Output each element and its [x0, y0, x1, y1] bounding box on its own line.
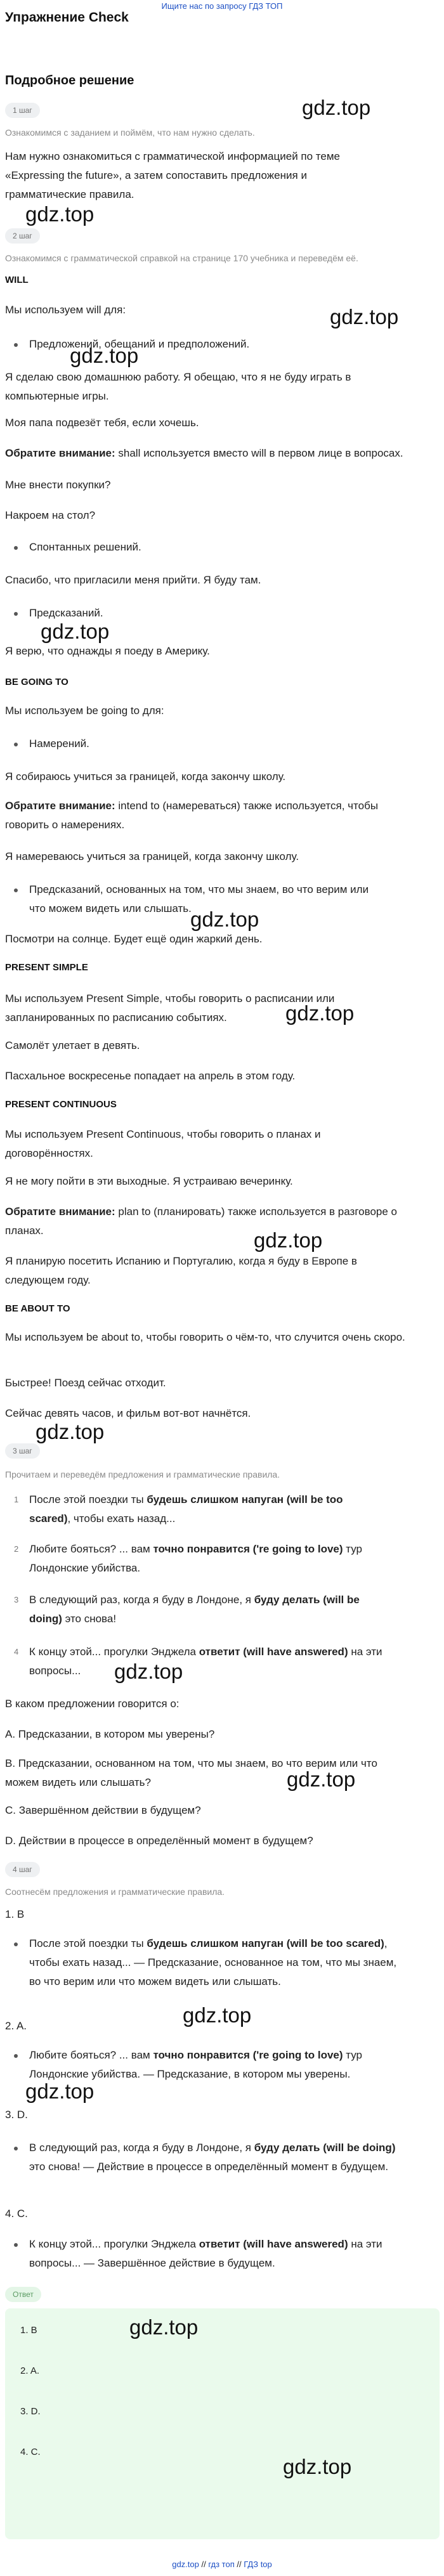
paragraph: Пасхальное воскресенье попадает на апрель в этом году. [5, 1070, 296, 1082]
match-label: 3. D. [5, 2109, 28, 2121]
note-bold: Обратите внимание: [5, 1206, 115, 1218]
paragraph: Мы используем Present Simple, чтобы говорить о расписании или запланированных по расписанию событиях. [5, 992, 335, 1024]
watermark: gdz.top [283, 2455, 352, 2478]
watermark: gdz.top [183, 2003, 252, 2027]
paragraph: Мы используем will для: [5, 304, 126, 316]
bullet-item: К концу этой... прогулки Энджела ответит (will have answered) на эти вопросы... — Завершённое действие в будущем. [13, 2235, 406, 2273]
watermark: gdz.top [190, 907, 259, 931]
paragraph: Посмотри на солнце. Будет ещё один жаркий день. [5, 933, 263, 945]
answer-badge: Ответ [5, 2287, 41, 2302]
footer-separator: // [237, 2560, 242, 2569]
heading-will: WILL [5, 275, 29, 285]
step-badge-2: 2 шаг [5, 228, 40, 244]
option-d: D. Действии в процессе в определённый момент в будущем? [5, 1835, 313, 1847]
numbered-item: 4 К концу этой... прогулки Энджела ответит (will have answered) на эти вопросы... [14, 1646, 382, 1677]
numbered-item: 1 После этой поездки ты будешь слишком напуган (will be too scared), чтобы ехать назад... [14, 1493, 343, 1525]
paragraph: Я верю, что однажды я поеду в Америку. [5, 645, 210, 657]
paragraph: Сейчас девять часов, и фильм вот-вот начнётся. [5, 1407, 251, 1419]
paragraph: Быстрее! Поезд сейчас отходит. [5, 1377, 166, 1389]
match-label: 1. B [5, 1908, 25, 1920]
paragraph: Я не могу пойти в эти выходные. Я устраиваю вечеринку. [5, 1175, 293, 1187]
solution-title: Подробное решение [5, 74, 134, 88]
option-a: A. Предсказании, в котором мы уверены? [5, 1728, 215, 1740]
bullet-item: Предсказаний. [13, 604, 438, 623]
step1-intro: Ознакомимся с заданием и поймём, что нам нужно сделать. [5, 127, 255, 138]
answer-item: 2. A. [20, 2365, 40, 2376]
heading-going-to: BE GOING TO [5, 677, 69, 687]
answer-box [5, 2308, 440, 2539]
watermark: gdz.top [25, 2079, 95, 2103]
paragraph: Мы используем Present Continuous, чтобы говорить о планах и договорённостях. [5, 1128, 321, 1159]
footer-link[interactable]: гдз топ [208, 2560, 235, 2569]
paragraph: Мы используем be about to, чтобы говорить о чём-то, что случится очень скоро. [5, 1331, 405, 1343]
page-title: Упражнение Check [5, 10, 129, 25]
footer-link[interactable]: ГДЗ top [244, 2560, 272, 2569]
paragraph: Спасибо, что пригласили меня прийти. Я буду там. [5, 574, 261, 586]
numbered-item: 2 Любите бояться? ... вам точно понравится ('re going to love) тур Лондонские убийства. [14, 1543, 362, 1574]
bullet-item: Предложений, обещаний и предположений. [13, 335, 438, 354]
paragraph [5, 1202, 411, 1240]
heading-be-about-to: BE ABOUT TO [5, 1303, 70, 1314]
bullet-item: Намерений. [13, 734, 438, 753]
watermark: gdz.top [254, 1228, 323, 1252]
watermark: gdz.top [285, 1001, 355, 1025]
paragraph: Накроем на стол? [5, 509, 96, 521]
match-label: 2. A. [5, 2020, 27, 2032]
search-hint-link[interactable]: Ищите нас по запросу ГДЗ ТОП [161, 1, 283, 11]
step3-intro: Прочитаем и переведём предложения и грамматические правила. [5, 1469, 280, 1480]
note-bold: Обратите внимание: [5, 800, 115, 812]
bullet-item: После этой поездки ты будешь слишком напуган (will be too scared), чтобы ехать назад... — Предсказание, основанное на том, что мы знаем, во что верим или что можем видеть или слышать. [13, 1934, 406, 1991]
step-badge-3: 3 шаг [5, 1443, 40, 1459]
paragraph [5, 444, 436, 463]
answer-item: 1. B [20, 2325, 37, 2336]
bullet-item: В следующий раз, когда я буду в Лондоне, я буду делать (will be doing) это снова! — Действие в процессе в определённый момент в будущем. [13, 2138, 406, 2176]
paragraph: Я собираюсь учиться за границей, когда закончу школу. [5, 771, 286, 783]
paragraph: В каком предложении говорится о: [5, 1698, 180, 1710]
note-bold: Обратите внимание: [5, 447, 115, 459]
watermark: gdz.top [114, 1660, 183, 1683]
watermark: gdz.top [287, 1767, 356, 1791]
note-text: intend to (намереваться) также используется, чтобы говорить о намерениях. [5, 800, 379, 831]
step-badge-4: 4 шаг [5, 1862, 40, 1877]
paragraph [5, 797, 411, 835]
watermark: gdz.top [302, 96, 371, 119]
bullet-item: Любите бояться? ... вам точно понравится ('re going to love) тур Лондонские убийства. — Предсказание, в котором мы уверены. [13, 2046, 406, 2084]
paragraph: Мы используем be going to для: [5, 705, 164, 717]
option-c: C. Завершённом действии в будущем? [5, 1804, 201, 1816]
watermark: gdz.top [25, 202, 95, 226]
footer-separator: // [201, 2560, 206, 2569]
paragraph: Я планирую посетить Испанию и Португалию, когда я буду в Европе в следующем году. [5, 1255, 357, 1286]
answer-item: 4. C. [20, 2447, 41, 2457]
watermark: gdz.top [70, 344, 139, 367]
bullet-item: Спонтанных решений. [13, 538, 438, 557]
footer-links [0, 2558, 444, 2571]
numbered-item: 3 В следующий раз, когда я буду в Лондоне, я буду делать (will be doing) это снова! [14, 1594, 360, 1625]
step1-text: Нам нужно ознакомиться с грамматической информацией по теме «Expressing the future», а затем сопоставить предложения и грамматические правила. [5, 150, 340, 200]
paragraph: Моя папа подвезёт тебя, если хочешь. [5, 417, 199, 429]
bullet-item: Предсказаний, основанных на том, что мы знаем, во что верим или что можем видеть или слышать. [13, 880, 381, 918]
heading-present-continuous: PRESENT CONTINUOUS [5, 1099, 117, 1110]
note-text: shall используется вместо will в первом лице в вопросах. [115, 447, 403, 459]
footer-link[interactable]: gdz.top [172, 2560, 199, 2569]
paragraph: Самолёт улетает в девять. [5, 1039, 140, 1051]
heading-present-simple: PRESENT SIMPLE [5, 962, 88, 973]
match-label: 4. C. [5, 2208, 28, 2220]
option-b: B. Предсказании, основанном на том, что мы знаем, во что верим или что можем видеть или слышать? [5, 1757, 377, 1788]
watermark: gdz.top [330, 305, 399, 329]
watermark: gdz.top [36, 1420, 105, 1443]
paragraph: Я сделаю свою домашнюю работу. Я обещаю, что я не буду играть в компьютерные игры. [5, 371, 351, 402]
step2-intro: Ознакомимся с грамматической справкой на странице 170 учебника и переведём её. [5, 253, 358, 263]
paragraph: Я намереваюсь учиться за границей, когда закончу школу. [5, 850, 299, 862]
paragraph: Мне внести покупки? [5, 479, 111, 491]
answer-item: 3. D. [20, 2406, 41, 2417]
watermark: gdz.top [41, 620, 110, 643]
note-text: plan to (планировать) также используется в разговоре о планах. [5, 1206, 397, 1237]
step-badge-1: 1 шаг [5, 103, 40, 118]
watermark: gdz.top [129, 2315, 199, 2339]
step4-intro: Соотнесём предложения и грамматические правила. [5, 1887, 225, 1897]
